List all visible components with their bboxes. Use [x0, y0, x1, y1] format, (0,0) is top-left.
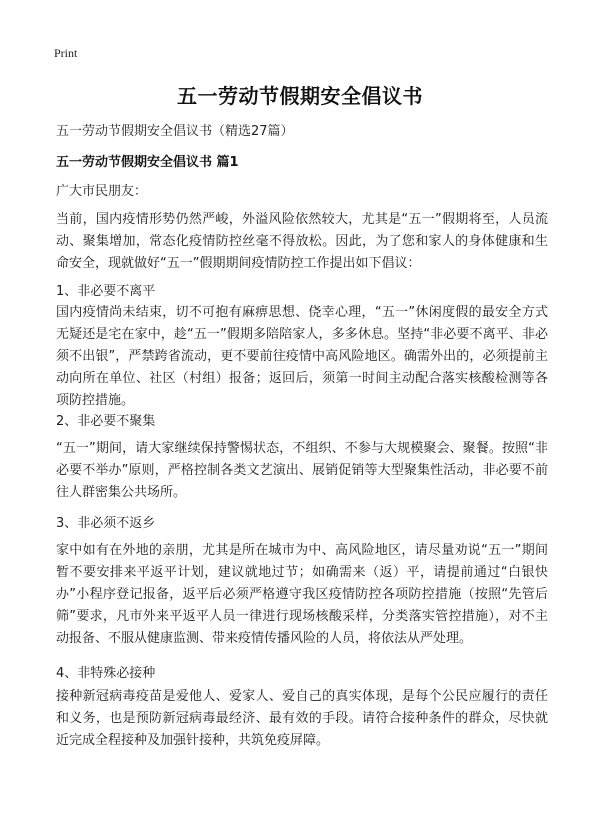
- item-2-body: “五一”期间，请大家继续保持警惕状态，不组织、不参与大规模聚会、聚餐。按照“非必要不举办”原则，严格控制各类文艺演出、展销促销等大型聚集性活动，非必要不前往人群密集公共场所。: [56, 441, 548, 500]
- item-4-body: 接种新冠病毒疫苗是爱他人、爱家人、爱自己的真实体现，是每个公民应履行的责任和义务，也是预防新冠病毒最经济、最有效的手段。请符合接种条件的群众，尽快就近完成全程接种及加强针接种，共筑免疫屏障。: [56, 689, 548, 748]
- section-title: 五一劳动节假期安全倡议书 篇1: [56, 155, 239, 170]
- item-2-heading: 2、非必要不聚集: [56, 414, 156, 429]
- greeting: 广大市民朋友：: [56, 184, 148, 199]
- document-title: 五一劳动节假期安全倡议书: [177, 84, 423, 108]
- item-1-body: 国内疫情尚未结束，切不可抱有麻痹思想、侥幸心理，“五一”休闲度假的最安全方式无疑还是宅在家中，趁“五一”假期多陪陪家人，多多休息。坚持“非必要不离平、非必须不出银”，严禁跨省流动，更不要前往疫情中高风险地区。确需外出的，必须提前主动向所在单位、社区（村组）报备；返回后，须第一时间主动配合落实核酸检测等各项防控措施。: [56, 305, 548, 408]
- item-1-heading: 1、非必要不离平: [56, 284, 156, 299]
- intro-paragraph: 当前，国内疫情形势仍然严峻，外溢风险依然较大，尤其是“五一”假期将至，人员流动、聚集增加，常态化疫情防控丝毫不得放松。因此，为了您和家人的身体健康和生命安全，现就做好“五一”假期期间疫情防控工作提出如下倡议：: [56, 212, 548, 271]
- document-subtitle: 五一劳动节假期安全倡议书（精选27篇）: [56, 124, 294, 139]
- item-3-heading: 3、非必须不返乡: [56, 516, 156, 531]
- print-label: Print: [54, 46, 78, 60]
- item-4-heading: 4、非特殊必接种: [56, 666, 156, 681]
- item-3-body: 家中如有在外地的亲朋，尤其是所在城市为中、高风险地区，请尽量劝说“五一”期间暂不要安排来平返平计划，建议就地过节；如确需来（返）平，请提前通过“白银快办”小程序登记报备，返平后必须严格遵守我区疫情防控各项防控措施（按照“先管后筛”要求，凡市外来平返平人员一律进行现场核酸采样，分类落实管控措施），对不主动报备、不服从健康监测、带来疫情传播风险的人员，将依法从严处理。: [56, 543, 548, 646]
